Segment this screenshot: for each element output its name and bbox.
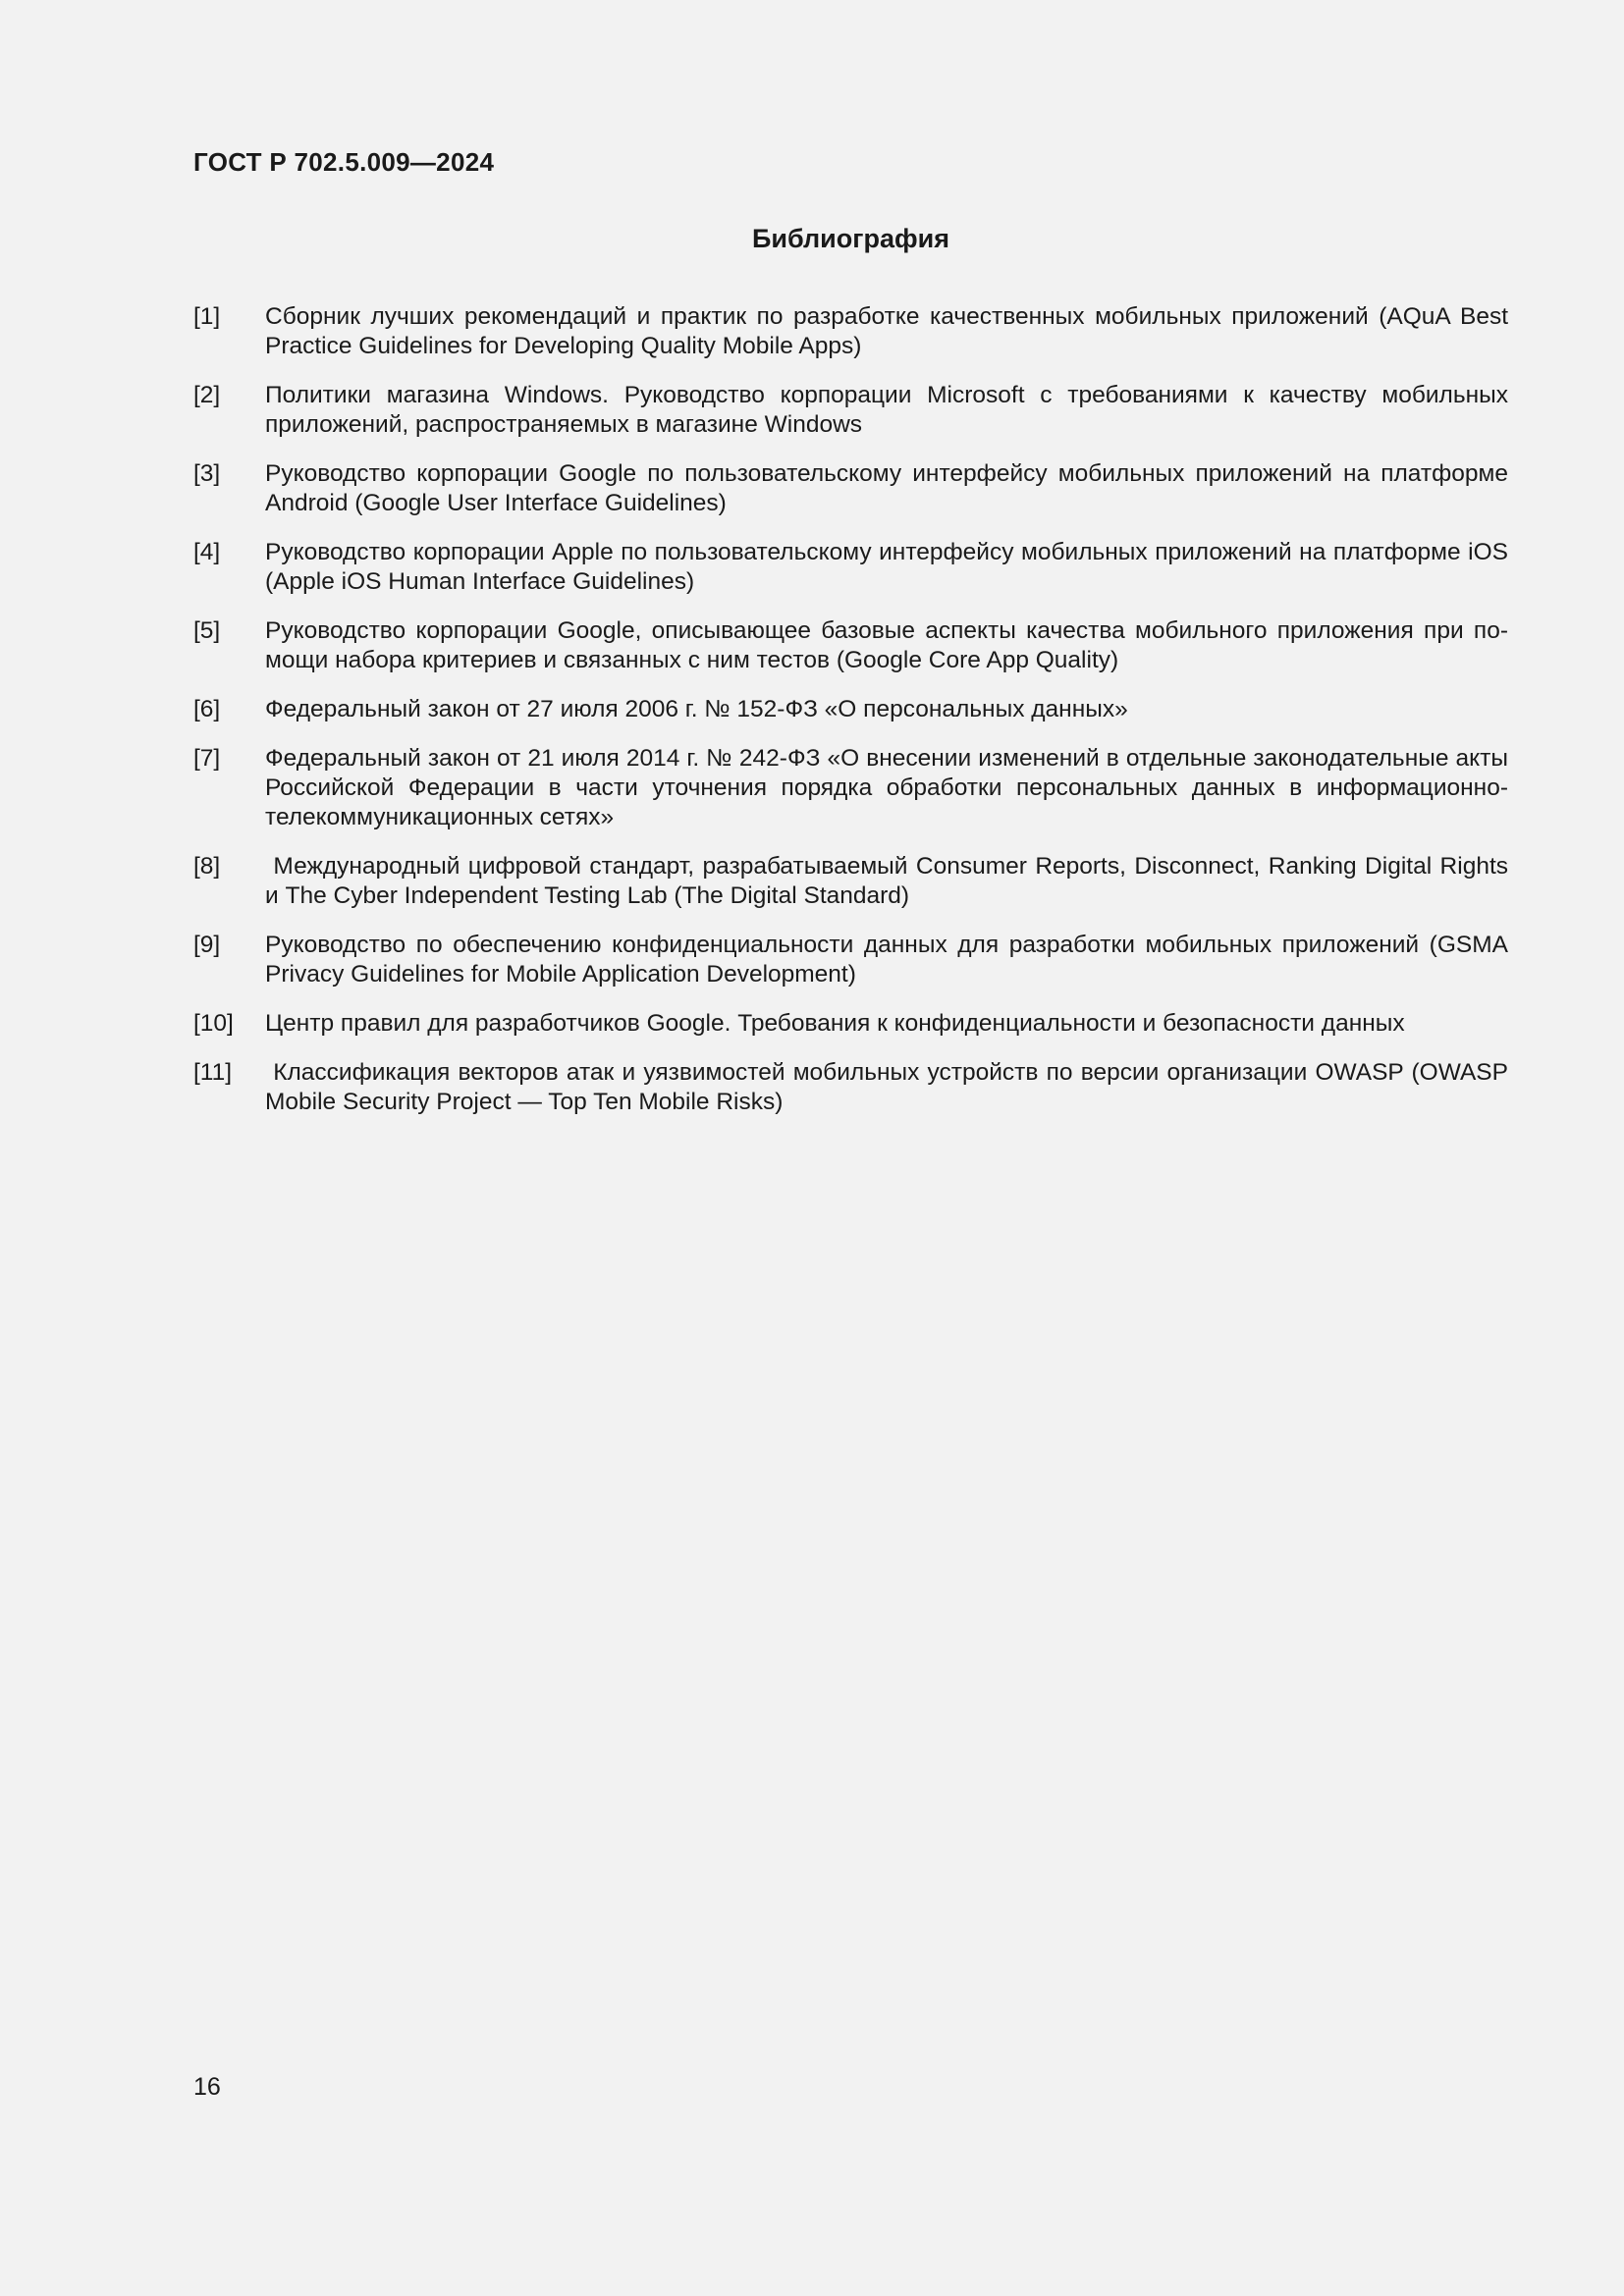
bibliography-item (193, 695, 1508, 724)
reference-number: [1] (193, 303, 221, 330)
reference-text: Политики магазина Windows. Руководство корпорации Microsoft с требованиями к качеству мобильных приложений, распространяемых в магазине Windows (265, 382, 1515, 438)
reference-text: Международный цифровой стандарт, разрабатываемый Consumer Reports, Disconnect, Ranking Digital Rights и The Cyber Independent Testing Lab (The Digital Standard) (265, 853, 1515, 909)
reference-text: Сборник лучших рекомендаций и практик по разработке качественных мобильных приложений (AQuA Best Practice Guidelines for Developing Quality Mobile Apps) (265, 303, 1515, 359)
reference-text: Руководство по обеспечению конфиденциальности данных для разработки мобильных приложений (GSMA Privacy Guidelines for Mobile Application Development) (265, 932, 1515, 988)
document-code: ГОСТ Р 702.5.009—2024 (193, 147, 495, 177)
reference-number: [10] (193, 1010, 234, 1037)
bibliography-item (193, 381, 1515, 440)
bibliography-item (193, 459, 1515, 518)
reference-text: Руководство корпорации Apple по пользовательскому интерфейсу мобильных приложений на платформе iOS (Apple iOS Human Interface Guidelines) (265, 539, 1515, 595)
reference-text: Федеральный закон от 27 июля 2006 г. № 152-ФЗ «О персональных данных» (265, 696, 1128, 722)
reference-number: [6] (193, 696, 221, 722)
bibliography-item (193, 1009, 1508, 1039)
bibliography-item (193, 744, 1515, 832)
reference-text: Классификация векторов атак и уязвимостей мобильных устройств по версии организации OWASP (OWASP Mobile Security Project — Top Ten Mobile Risks) (265, 1059, 1515, 1115)
reference-text: Центр правил для разработчиков Google. Требования к конфиденциальности и безопасности данных (265, 1010, 1405, 1037)
reference-text: Руководство корпорации Google, описывающее базовые аспекты качества мобильного приложения при помощи набора критериев и связанных с ним тестов (Google Core App Quality) (265, 617, 1508, 673)
reference-number: [4] (193, 539, 221, 565)
reference-number: [11] (193, 1059, 233, 1086)
reference-number: [9] (193, 932, 221, 958)
bibliography-item (193, 931, 1515, 989)
bibliography-item (193, 616, 1508, 675)
page-number: 16 (193, 2073, 221, 2101)
reference-text: Федеральный закон от 21 июля 2014 г. № 242-ФЗ «О внесении изменений в отдельные законодательные акты Российской Федерации в части уточнения порядка обработки персональных данных в информационно-телекоммуникационных сетях» (265, 745, 1515, 830)
bibliography-item (193, 1058, 1515, 1117)
reference-number: [5] (193, 617, 221, 644)
reference-number: [2] (193, 382, 221, 408)
reference-number: [8] (193, 853, 221, 880)
reference-number: [3] (193, 460, 221, 487)
reference-number: [7] (193, 745, 221, 772)
bibliography-list (193, 302, 1515, 1137)
section-title: Библиография (752, 224, 949, 253)
reference-text: Руководство корпорации Google по пользовательскому интерфейсу мобильных приложений на платформе Android (Google User Interface Guidelines) (265, 460, 1515, 516)
bibliography-item (193, 538, 1515, 597)
bibliography-item (193, 302, 1515, 361)
bibliography-item (193, 852, 1515, 911)
